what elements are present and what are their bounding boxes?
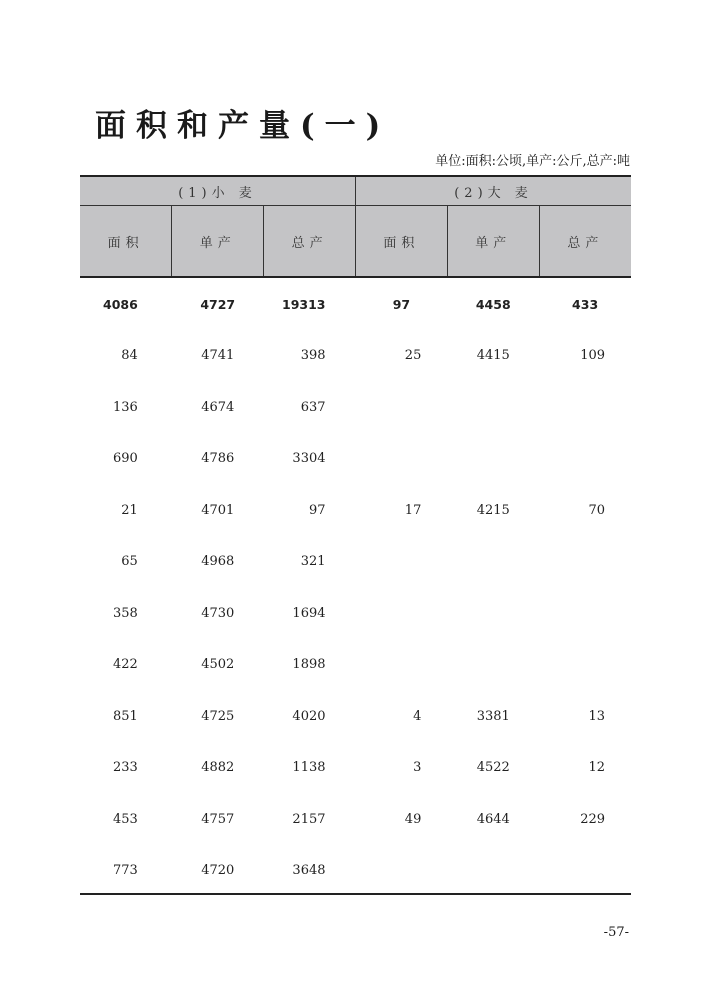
table-row [80,639,631,691]
page-title: 面积和产量(一) [95,108,391,144]
group-header-wheat: (1)小 麦 [80,176,356,206]
table-cell: 70 [588,502,606,518]
table-row [80,433,631,485]
table-cell: 4757 [201,811,235,827]
table-cell: 4215 [476,502,510,518]
table-cell: 2157 [292,811,326,827]
table-cell: 422 [113,657,138,673]
table-row [80,794,631,846]
table-cell: 4701 [201,502,235,518]
table-cell: 19313 [282,296,326,312]
table-cell [447,639,539,691]
table-row [80,382,631,434]
table-cell [447,433,539,485]
table-cell: 4502 [201,657,235,673]
table-cell: 84 [121,348,138,364]
table-cell [539,588,631,640]
table-cell: 851 [113,708,138,724]
table-row [80,485,631,537]
table-cell [356,433,448,485]
table-cell: 433 [572,296,599,312]
table-row [80,845,631,897]
table-cell [539,845,631,897]
group-header-barley: (2)大 麦 [356,176,632,206]
bottom-rule [80,893,631,895]
table-body [80,277,631,897]
table-cell: 13 [588,708,606,724]
table-cell: 4086 [103,296,138,312]
table-cell [447,845,539,897]
column-header: 单产 [447,206,539,278]
table-cell: 25 [404,348,422,364]
table-cell: 1898 [292,657,326,673]
table-cell [356,536,448,588]
table-cell: 229 [580,811,606,827]
table-cell [447,588,539,640]
table-row [80,742,631,794]
table-cell: 4720 [201,863,235,879]
table-cell [356,639,448,691]
table-row [80,330,631,382]
column-header: 总产 [264,206,356,278]
table-cell: 3304 [292,451,326,467]
table-row-total [80,277,631,330]
table-row [80,691,631,743]
table-cell: 690 [113,451,138,467]
table-cell: 21 [121,502,138,518]
table-cell [356,588,448,640]
column-header: 面积 [356,206,448,278]
column-header: 单产 [172,206,264,278]
table-cell: 4786 [201,451,235,467]
table-cell: 358 [113,605,138,621]
table-cell: 17 [404,502,422,518]
table-row [80,536,631,588]
table-cell: 3 [413,760,422,776]
table-cell: 3381 [476,708,510,724]
table-cell: 1138 [292,760,326,776]
table-cell: 4674 [201,399,235,415]
table-cell [356,845,448,897]
table-cell: 12 [588,760,606,776]
table-cell: 4415 [476,348,510,364]
table-cell: 65 [121,554,138,570]
table-cell [539,536,631,588]
table-cell: 4725 [201,708,235,724]
table-cell: 136 [113,399,138,415]
table-cell: 453 [113,811,138,827]
table-cell: 4458 [475,296,511,312]
table-cell: 49 [404,811,422,827]
table-cell: 97 [308,502,326,518]
unit-note: 单位:面积:公顷,单产:公斤,总产:吨 [435,154,630,169]
table-cell: 97 [392,296,411,312]
table-cell [356,382,448,434]
table-cell [539,639,631,691]
table-cell: 4968 [201,554,235,570]
table-cell: 4 [413,708,422,724]
table-cell [539,382,631,434]
column-header: 面积 [80,206,172,278]
table-cell: 773 [113,863,138,879]
table-cell [539,433,631,485]
table-row [80,588,631,640]
table-cell: 4522 [476,760,510,776]
column-header: 总产 [539,206,631,278]
table-cell: 398 [300,348,326,364]
table-cell [447,536,539,588]
table-cell: 233 [113,760,138,776]
table-cell: 4020 [292,708,326,724]
table-cell: 3648 [292,863,326,879]
table-cell: 4727 [200,296,236,312]
table-cell: 1694 [292,605,326,621]
table-cell [447,382,539,434]
data-table [80,175,631,897]
table-cell: 4644 [476,811,510,827]
table-cell: 637 [300,399,326,415]
table-cell: 4882 [201,760,235,776]
page-number: -57- [603,925,629,940]
table-cell: 4730 [201,605,235,621]
table-cell: 321 [300,554,326,570]
table-cell: 109 [580,348,606,364]
table-cell: 4741 [201,348,235,364]
